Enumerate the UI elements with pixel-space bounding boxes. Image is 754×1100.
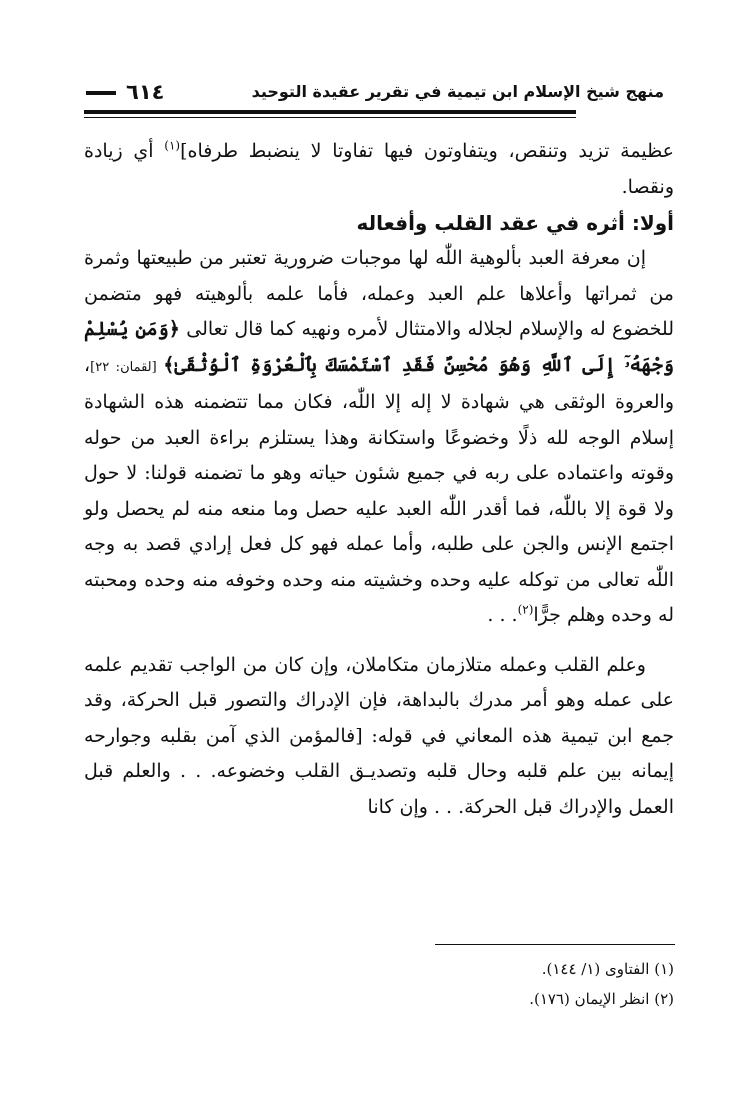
footnote-1: (١) الفتاوى (١/ ١٤٤). (541, 960, 674, 978)
footnote-2: (٢) انظر الإيمان (١٧٦). (529, 990, 674, 1008)
footnote-ref-1: (١) (164, 138, 181, 153)
footnotes (84, 954, 674, 1014)
page-number (86, 80, 164, 104)
quran-verse: ﴿وَمَن يُسْلِمْ وَجْهَهُۥٓ إِلَى ٱللَّهِ وَهُوَ مُحْسِنٌ فَقَدِ ٱسْتَمْسَكَ بِٱلْعُرْوَةِ ٱلْوُثْقَىٰ﴾ (84, 318, 674, 376)
paragraph-1-text-a: إن معرفة العبد بألوهية اللّٰه لها موجبات ضرورية تعتبر من طبيعتها وثمرة من ثمراتها وأعلاها علم العبد وعمله، فأما علمه بألوهيته فهو متضمن للخضوع له والإسلام لجلاله والامتثال لأمره ونهيه كما قال تعالى (84, 247, 674, 340)
footnote-rule (435, 944, 675, 945)
verse-citation: [لقمان: ٢٢] (90, 359, 164, 375)
running-header (84, 80, 664, 108)
footnote-ref-2: (٢) (517, 602, 534, 617)
paragraph-2: وعلم القلب وعمله متلازمان متكاملان، وإن كان من الواجب تقديم علمه على عمله وهو أمر مدرك بالبداهة، فإن الإدراك والتصور قبل الحركة، وقد جمع ابن تيمية هذه المعاني في قوله: [فالمؤمن الذي آمن بقلبه وجوارحه إيمانه بين علم قلبه وحال قلبه وتصديـق القلب وخضوعه. . . والعلم قبل العمل والإدراك قبل الحركة. . . وإن كانا (84, 653, 674, 818)
page-number-value: ٦١٤ (126, 80, 165, 104)
paragraph-1-text-b: ، والعروة الوثقى هي شهادة لا إله إلا اللّٰه، فكان مما تتضمنه هذه الشهادة إسلام الوجه لله ذلًا وخضوعًا واستكانة وهذا يستلزم براءة العبد من حوله وقوته واعتماده على ربه في جميع شئون حياته وهو ما تضمنه قولنا: لا حول ولا قوة إلا باللّٰه، فما أقدر اللّٰه العبد عليه حصل وما منعه منه لم يحصل ولو اجتمع الإنس والجن على طلبه، وأما عمله فهو كل فعل إرادي قصد به وجه اللّٰه تعالى من توكله عليه وحده وخشيته منه وحده وخوفه منه وحده ومحبته له وحده وهلم جرًّا (84, 353, 674, 626)
header-rule-thin (84, 117, 576, 118)
paragraph-1-tail: . . . (487, 604, 518, 626)
intro-tail: أي زيادة ونقصا. (84, 140, 674, 198)
page-body (84, 134, 674, 825)
intro-text: عظيمة تزيد وتنقص، ويتفاوتون فيها تفاوتا لا ينضبط طرفاه] (180, 140, 674, 162)
header-title: منهج شيخ الإسلام ابن تيمية في تقرير عقيدة التوحيد (251, 82, 664, 101)
section-heading: أولا: أثره في عقد القلب وأفعاله (356, 211, 674, 235)
page-number-dash (86, 91, 116, 95)
intro-paragraph (84, 134, 674, 205)
header-rule-thick (84, 110, 576, 114)
paragraph-1 (84, 241, 674, 634)
